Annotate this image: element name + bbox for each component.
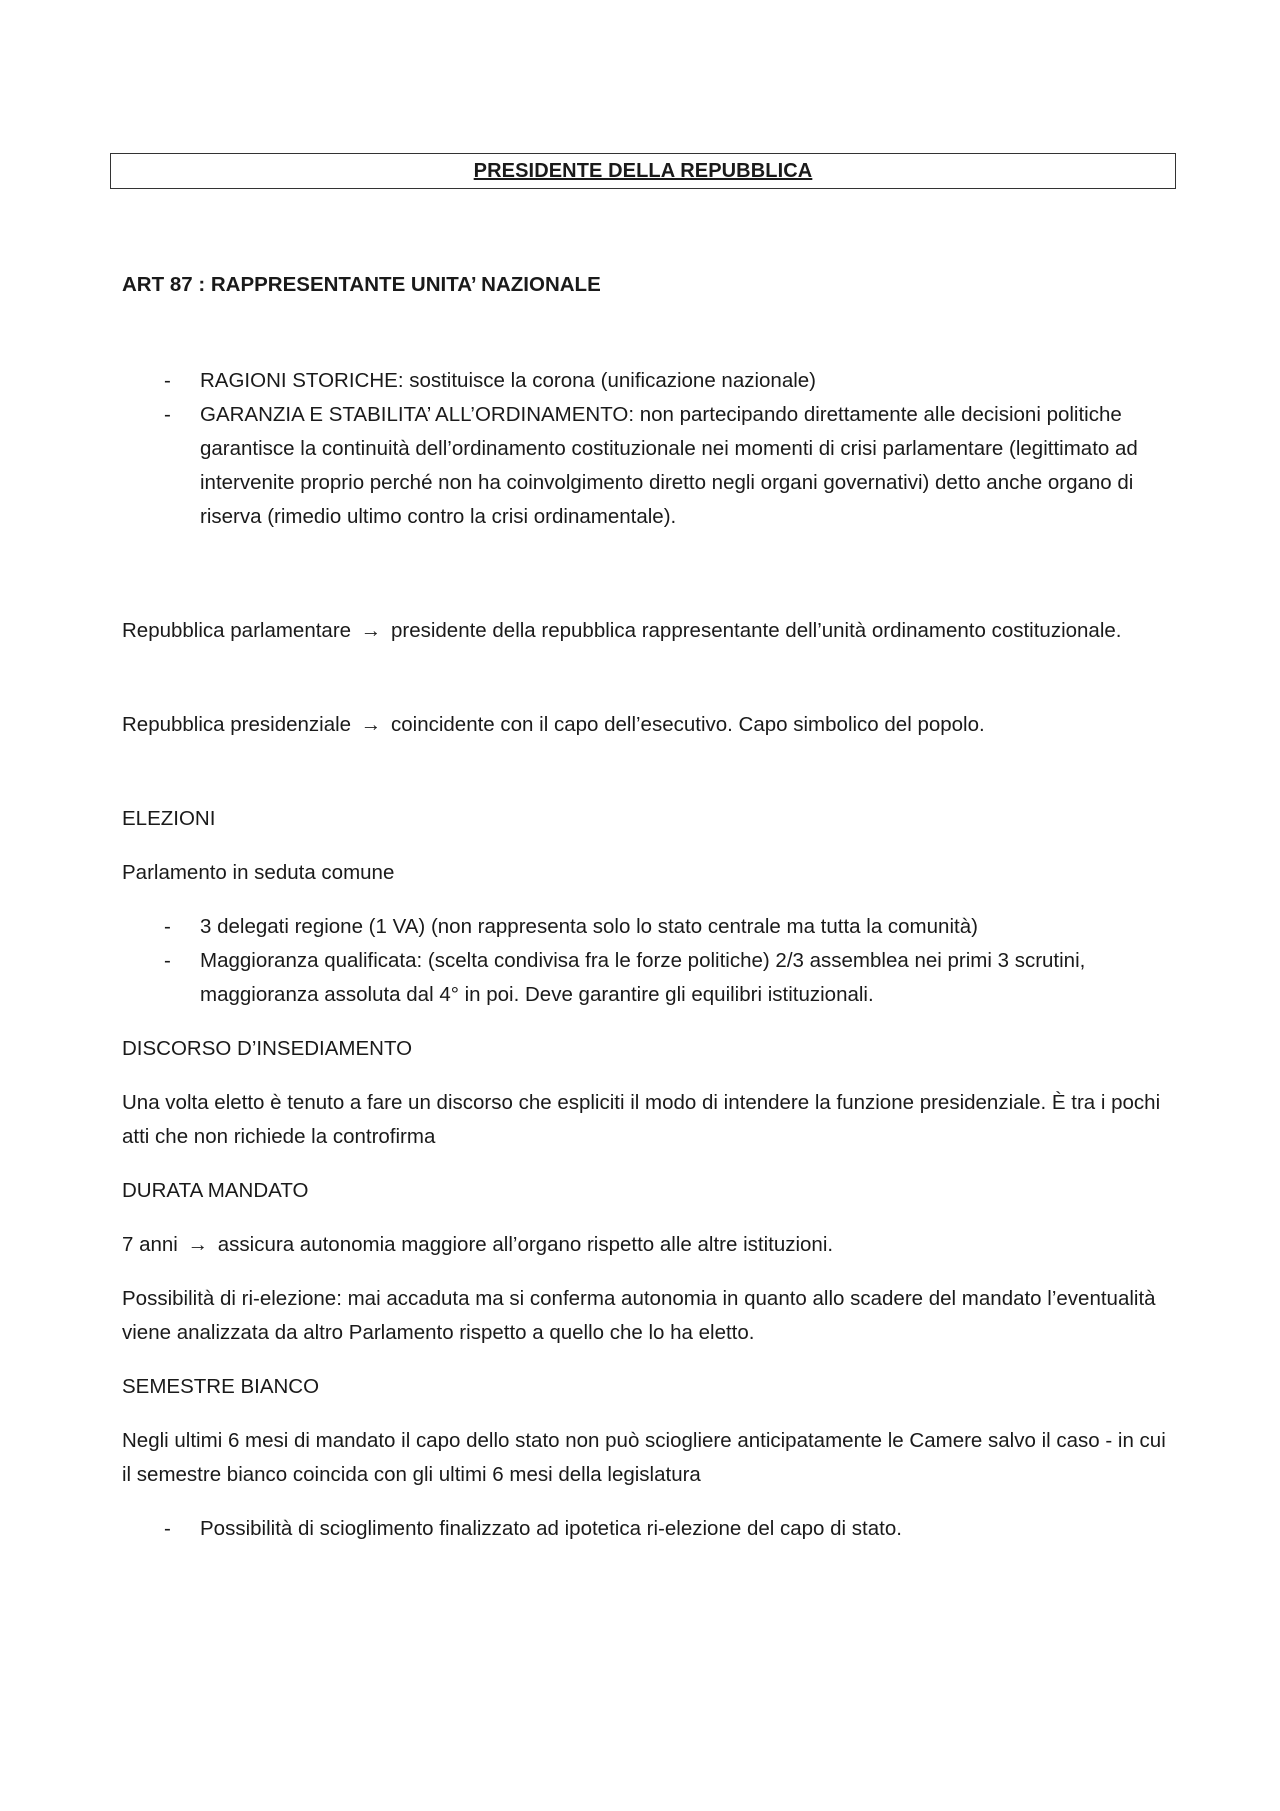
semestre-list bbox=[122, 1512, 1172, 1546]
parlamentare-paragraph bbox=[122, 614, 1172, 648]
semestre-text: Negli ultimi 6 mesi di mandato il capo dello stato non può sciogliere anticipatamente le Camere salvo il caso - in cui il semestre bianco coincida con gli ultimi 6 mesi della legislatura bbox=[122, 1429, 1166, 1486]
title-box bbox=[110, 153, 1176, 189]
insediamento-text: Una volta eletto è tenuto a fare un discorso che espliciti il modo di intendere la funzione presidenziale. È tra i pochi atti che non richiede la controfirma bbox=[122, 1091, 1161, 1148]
mandato-lead: 7 anni bbox=[122, 1233, 178, 1256]
elezioni-intro: Parlamento in seduta comune bbox=[122, 861, 395, 884]
presidenziale-lead: Repubblica presidenziale bbox=[122, 713, 352, 736]
page-title: PRESIDENTE DELLA REPUBBLICA bbox=[473, 159, 813, 182]
art87-list bbox=[122, 364, 1172, 534]
document-body bbox=[122, 268, 1172, 1546]
arrow-right-icon: → bbox=[360, 619, 382, 642]
elezioni-heading: ELEZIONI bbox=[122, 807, 216, 830]
rielezione-text: Possibilità di ri-elezione: mai accaduta ma si conferma autonomia in quanto allo scadere del mandato l’eventualità viene analizzata da altro Parlamento rispetto a quello che lo ha eletto. bbox=[122, 1287, 1156, 1344]
list-item: - 3 delegati regione (1 VA) (non rappresenta solo lo stato centrale ma tutta la comunità) bbox=[122, 910, 1172, 944]
presidenziale-paragraph bbox=[122, 708, 1172, 742]
insediamento-heading: DISCORSO D’INSEDIAMENTO bbox=[122, 1037, 413, 1060]
elezioni-list bbox=[122, 910, 1172, 1012]
list-item: - Maggioranza qualificata: (scelta condivisa fra le forze politiche) 2/3 assemblea nei primi 3 scrutini, maggioranza assoluta dal 4° in poi. Deve garantire gli equilibri istituzionali. bbox=[122, 944, 1172, 1012]
list-item: - Possibilità di scioglimento finalizzato ad ipotetica ri-elezione del capo di stato. bbox=[122, 1512, 1172, 1546]
mandato-heading: DURATA MANDATO bbox=[122, 1179, 309, 1202]
list-item: - GARANZIA E STABILITA’ ALL’ORDINAMENTO: non partecipando direttamente alle decisioni politiche garantisce la continuità dell’ordinamento costituzionale nei momenti di crisi parlamentare (legittimato ad intervenite proprio perché non ha coinvolgimento diretto negli organi governativi) detto anche organo di riserva (rimedio ultimo contro la crisi ordinamentale). bbox=[122, 398, 1172, 534]
mandato-text: assicura autonomia maggiore all’organo rispetto alle altre istituzioni. bbox=[217, 1233, 834, 1256]
presidenziale-text: coincidente con il capo dell’esecutivo. Capo simbolico del popolo. bbox=[390, 713, 985, 736]
art87-heading: ART 87 : RAPPRESENTANTE UNITA’ NAZIONALE bbox=[122, 273, 601, 296]
semestre-heading: SEMESTRE BIANCO bbox=[122, 1375, 320, 1398]
arrow-right-icon: → bbox=[187, 1233, 209, 1256]
arrow-right-icon: → bbox=[360, 713, 382, 736]
mandato-paragraph bbox=[122, 1228, 1172, 1262]
list-item: - RAGIONI STORICHE: sostituisce la corona (unificazione nazionale) bbox=[122, 364, 1172, 398]
parlamentare-text: presidente della repubblica rappresentante dell’unità ordinamento costituzionale. bbox=[390, 619, 1122, 642]
parlamentare-lead: Repubblica parlamentare bbox=[122, 619, 352, 642]
